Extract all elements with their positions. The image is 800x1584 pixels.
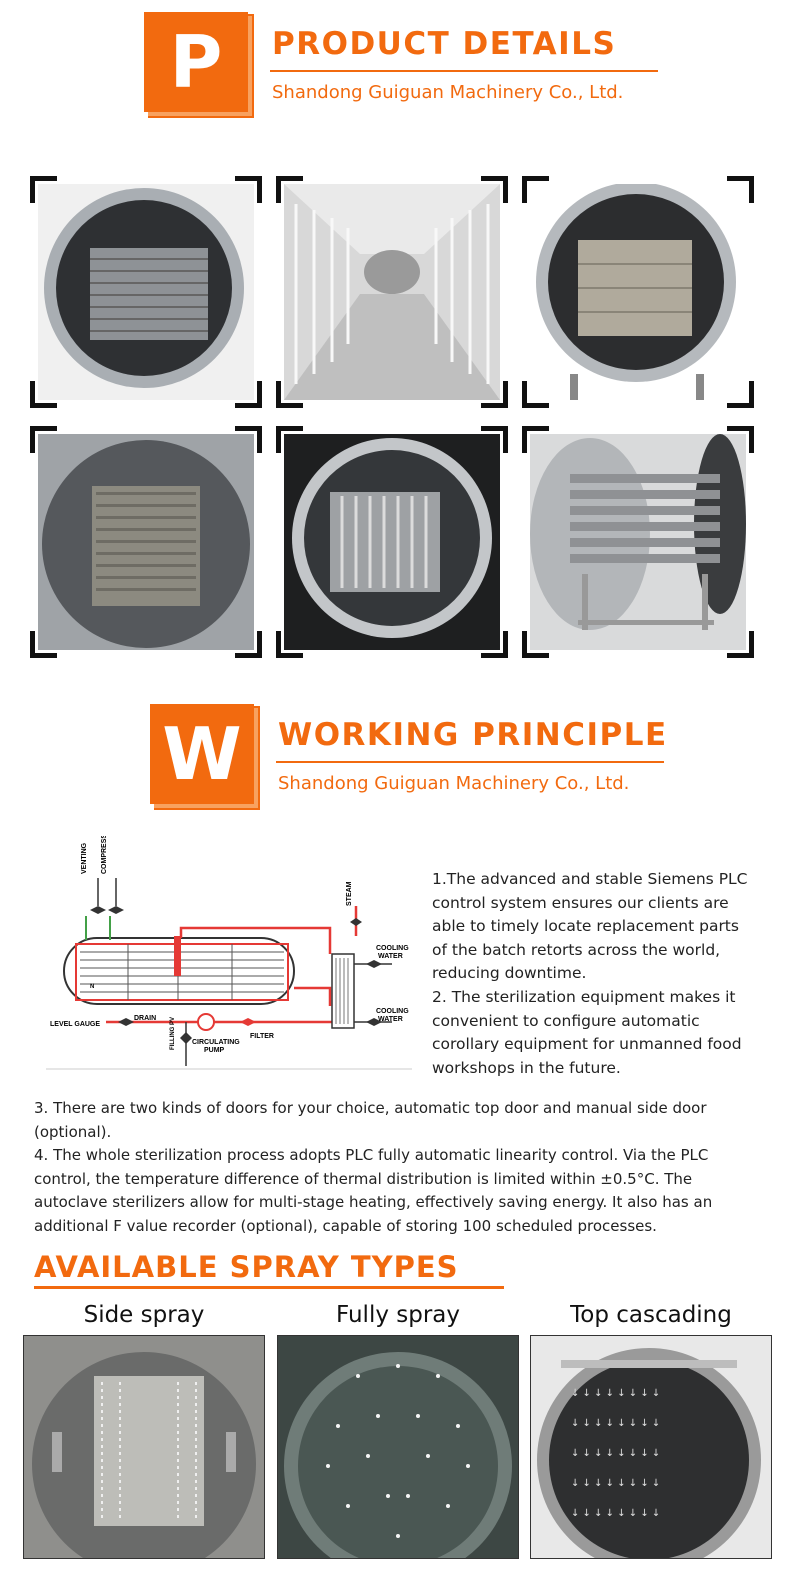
- working-principle-badge: [150, 704, 254, 804]
- label-compressed-air: COMPRESSED AIR: [101, 836, 108, 874]
- section-subtitle: Shandong Guiguan Machinery Co., Ltd.: [278, 773, 630, 794]
- product-photo-3: [522, 176, 754, 408]
- top-cascading-photo: [530, 1335, 772, 1559]
- working-principle-diagram: [46, 836, 412, 1070]
- spray-types-title: AVAILABLE SPRAY TYPES: [34, 1250, 459, 1284]
- label-cooling-water-1b: WATER: [378, 953, 403, 960]
- section-title: PRODUCT DETAILS: [272, 26, 617, 62]
- section-title: WORKING PRINCIPLE: [278, 717, 668, 753]
- product-photo-5: [276, 426, 508, 658]
- side-spray-photo: [23, 1335, 265, 1559]
- section-subtitle: Shandong Guiguan Machinery Co., Ltd.: [272, 82, 624, 103]
- spray-label-fully: Fully spray: [336, 1302, 460, 1328]
- svg-text:↓ ↓ ↓ ↓ ↓ ↓ ↓ ↓: ↓ ↓ ↓ ↓ ↓ ↓ ↓ ↓: [571, 1508, 661, 1519]
- principle-point-2: 2. The sterilization equipment makes it convenient to configure automatic corollary equipment for unmanned food workshops in the future.: [432, 988, 742, 1077]
- label-cooling-water-1: COOLING: [376, 945, 409, 952]
- spray-label-top: Top cascading: [570, 1302, 732, 1328]
- svg-text:↓ ↓ ↓ ↓ ↓ ↓ ↓ ↓: ↓ ↓ ↓ ↓ ↓ ↓ ↓ ↓: [571, 1448, 661, 1459]
- svg-text:↓ ↓ ↓ ↓ ↓ ↓ ↓ ↓: ↓ ↓ ↓ ↓ ↓ ↓ ↓ ↓: [571, 1418, 661, 1429]
- label-level-gauge: LEVEL GAUGE: [50, 1021, 101, 1028]
- product-photo-6: [522, 426, 754, 658]
- divider: [270, 70, 658, 72]
- label-steam: STEAM: [346, 881, 353, 906]
- label-filling-pv: FILLING PV: [170, 1017, 176, 1050]
- product-photo-1: [30, 176, 262, 408]
- label-pump: PUMP: [204, 1047, 225, 1054]
- label-cooling-water-2: COOLING: [376, 1008, 409, 1015]
- product-photo-4: [30, 426, 262, 658]
- principle-point-4: 4. The whole sterilization process adopts PLC fully automatic linearity control. Via the PLC control, the temperature difference of thermal distribution is limited within ±0.5°C. The autoclave sterilizers allow for multi-stage heating, effectively saving energy. It also has an additional F value recorder (optional), capable of storing 100 scheduled processes.: [34, 1146, 713, 1235]
- principle-point-3: 3. There are two kinds of doors for your choice, automatic top door and manual side door (optional).: [34, 1099, 707, 1141]
- svg-text:↓ ↓ ↓ ↓ ↓ ↓ ↓ ↓: ↓ ↓ ↓ ↓ ↓ ↓ ↓ ↓: [571, 1478, 661, 1489]
- fully-spray-photo: [277, 1335, 519, 1559]
- label-venting: VENTING: [81, 842, 88, 874]
- divider: [276, 761, 664, 763]
- badge-letter: W: [162, 712, 242, 796]
- product-photo-2: [276, 176, 508, 408]
- product-details-badge: [144, 12, 248, 112]
- label-drain: DRAIN: [134, 1015, 157, 1022]
- label-filter: FILTER: [250, 1033, 274, 1040]
- svg-text:↓ ↓ ↓ ↓ ↓ ↓ ↓ ↓: ↓ ↓ ↓ ↓ ↓ ↓ ↓ ↓: [571, 1388, 661, 1399]
- label-circulating: CIRCULATING: [192, 1039, 240, 1046]
- label-n: N: [90, 984, 95, 990]
- label-cooling-water-2b: WATER: [378, 1016, 403, 1023]
- principle-point-1: 1.The advanced and stable Siemens PLC control system ensures our clients are able to timely locate replacement parts of the batch retorts across the world, reducing downtime.: [432, 870, 748, 982]
- badge-letter: P: [169, 20, 223, 104]
- spray-label-side: Side spray: [83, 1302, 205, 1328]
- divider: [34, 1286, 504, 1289]
